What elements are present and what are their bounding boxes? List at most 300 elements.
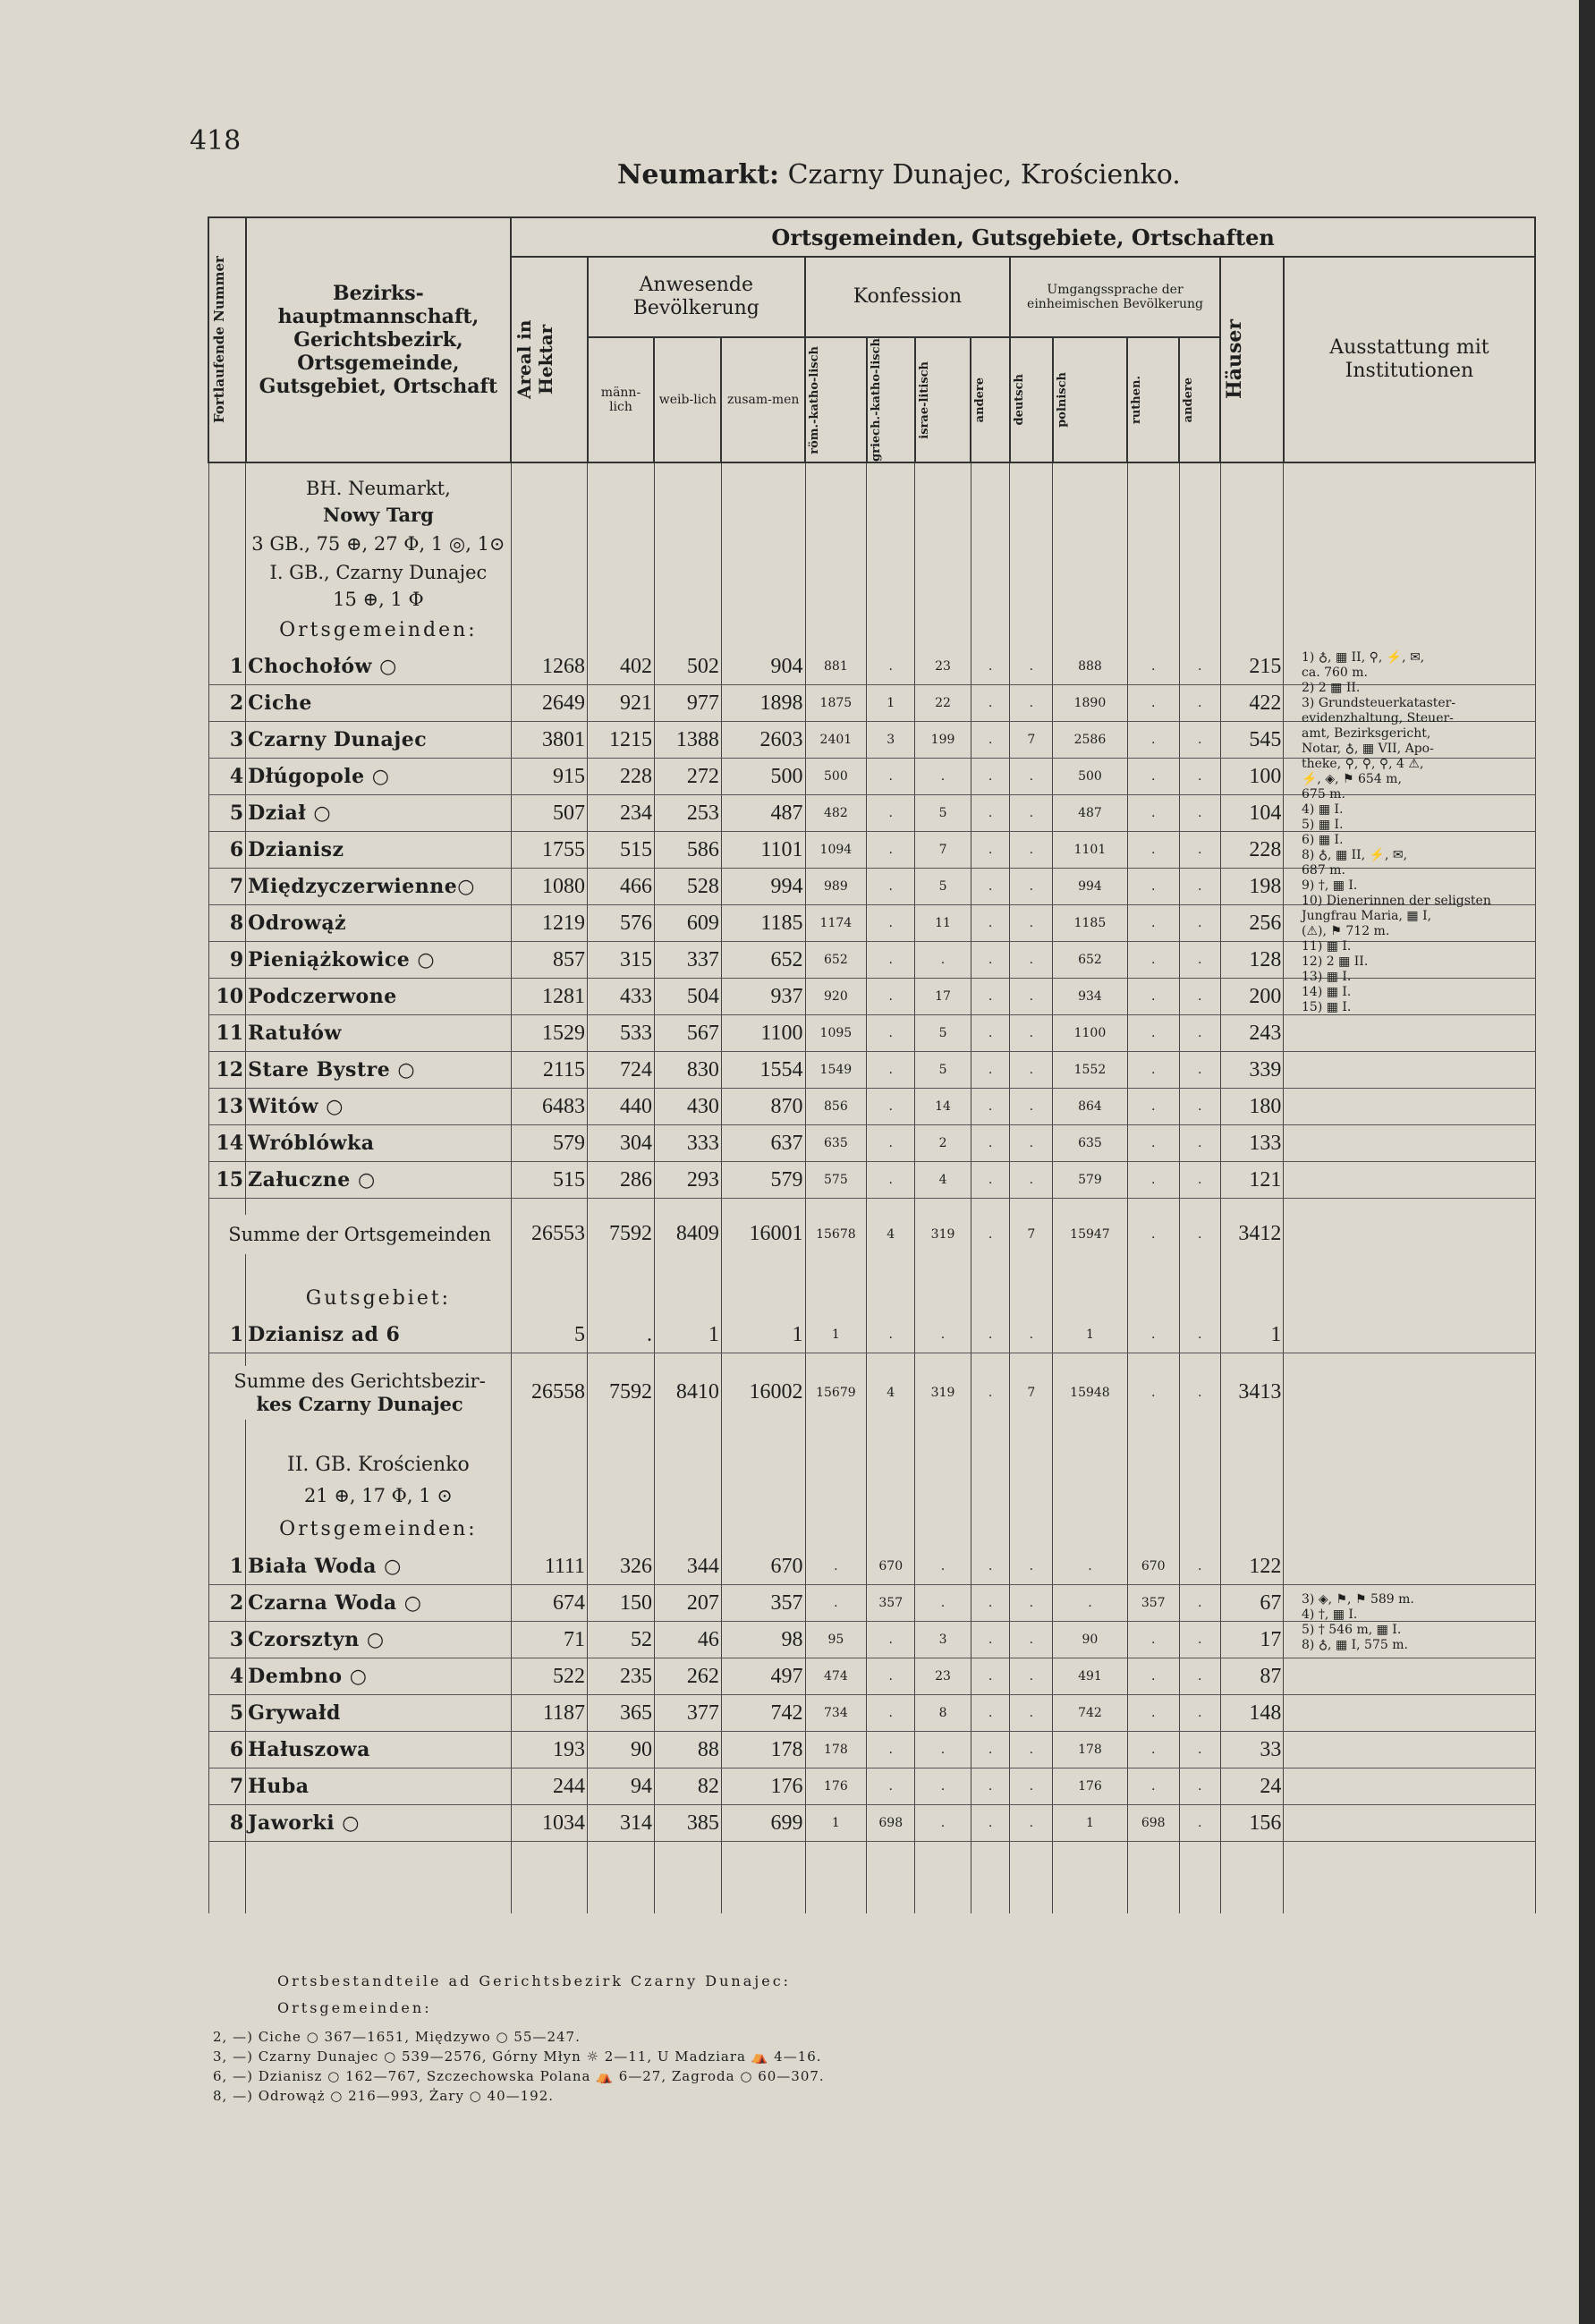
cell-value: . <box>1127 905 1179 942</box>
cell-value: . <box>971 942 1010 979</box>
cell-value: 430 <box>654 1089 721 1125</box>
gb1-og-label-label: Ortsgemeinden: <box>246 613 512 649</box>
cell-value: 864 <box>1053 1089 1127 1125</box>
cell-value: 579 <box>1053 1162 1127 1199</box>
cell-value: . <box>971 1695 1010 1732</box>
cell-value: 515 <box>511 1162 587 1199</box>
cell-value: 857 <box>511 942 587 979</box>
cell-value: . <box>1179 1585 1220 1622</box>
cell-value: . <box>1179 1015 1220 1052</box>
gb1-line-2 <box>208 586 1535 613</box>
note-line: 9) †, ▦ I. <box>1302 878 1358 893</box>
notes-cell <box>1284 1162 1535 1199</box>
cell-value: . <box>1179 1658 1220 1695</box>
cell-value: 315 <box>588 942 655 979</box>
cell-value: . <box>805 1548 867 1585</box>
cell-value: 528 <box>654 869 721 905</box>
umgangssprache-header: Umgangssprache der einheimischen Bevölkerung <box>1010 257 1220 337</box>
cell-value: . <box>867 979 915 1015</box>
cell-value: 178 <box>805 1732 867 1768</box>
note-line: 8) ♁, ▦ I, 575 m. <box>1302 1638 1408 1652</box>
cell-value: . <box>971 1658 1010 1695</box>
cell-value: 1100 <box>721 1015 805 1052</box>
table-row <box>208 1658 1535 1695</box>
cell-value: 881 <box>805 649 867 685</box>
spacer-row <box>208 1353 1535 1366</box>
cell-value: . <box>1010 832 1053 869</box>
group-header: Ortsgemeinden, Gutsgebiete, Ortschaften <box>511 217 1535 257</box>
cell-value: . <box>1127 869 1179 905</box>
cell-value: . <box>971 905 1010 942</box>
cell-value: . <box>867 942 915 979</box>
row-index: 5 <box>208 1695 246 1732</box>
cell-value: . <box>1179 795 1220 832</box>
place-name: Dzianisz <box>246 832 512 869</box>
note-line: 15) ▦ I. <box>1302 1000 1352 1014</box>
cell-value: . <box>971 1805 1010 1842</box>
cell-value: 2115 <box>511 1052 587 1089</box>
cell-value: 228 <box>1220 832 1284 869</box>
cell-value: 180 <box>1220 1089 1284 1125</box>
cell-value: 698 <box>1127 1805 1179 1842</box>
cell-value: 674 <box>511 1585 587 1622</box>
gb2-og-label-label: Ortsgemeinden: <box>246 1511 512 1548</box>
footer-line-3: 6, —) Dzianisz ○ 162—767, Szczechowska Polana ⛺ 6—27, Zagroda ○ 60—307. <box>213 2068 825 2084</box>
cell-value: 433 <box>588 979 655 1015</box>
gb1-og-label <box>208 613 1535 649</box>
cell-value: . <box>971 1317 1010 1353</box>
note-line: Notar, ♁, ▦ VII, Apo- <box>1302 742 1434 756</box>
notes-cell <box>1284 1052 1535 1089</box>
cell-value: 2649 <box>511 685 587 722</box>
cell-value: . <box>1127 1317 1179 1353</box>
sum-value: 8409 <box>654 1215 721 1254</box>
cell-value: . <box>971 869 1010 905</box>
cell-value: 17 <box>1220 1622 1284 1658</box>
cell-value: 52 <box>588 1622 655 1658</box>
cell-value: 466 <box>588 869 655 905</box>
cell-value: 474 <box>805 1658 867 1695</box>
sum-value: 3413 <box>1220 1366 1284 1420</box>
sum-value: 15678 <box>805 1215 867 1254</box>
cell-value: . <box>867 1089 915 1125</box>
cell-value: 1 <box>867 685 915 722</box>
gb2-line-1-label: II. GB. Krościenko <box>246 1450 512 1480</box>
cell-value: 500 <box>721 759 805 795</box>
cell-value: . <box>1010 759 1053 795</box>
note-line: theke, ⚲, ⚲, ⚲, 4 ⚠, <box>1302 757 1424 771</box>
col-index-header: Fortlaufende Nummer <box>208 217 246 462</box>
cell-value: 515 <box>588 832 655 869</box>
sum-value: 7592 <box>588 1366 655 1420</box>
gb1-line-1-label: I. GB., Czarny Dunajec <box>246 559 512 586</box>
cell-value: . <box>971 1768 1010 1805</box>
footer-line-1: 2, —) Ciche ○ 367—1651, Międzywo ○ 55—247. <box>213 2029 581 2045</box>
place-name: Ciche <box>246 685 512 722</box>
notes-cell <box>1284 1732 1535 1768</box>
cell-value: 272 <box>654 759 721 795</box>
spacer-bottom <box>208 1842 1535 1913</box>
cell-value: 500 <box>1053 759 1127 795</box>
note-line: 10) Dienerinnen der seligsten <box>1302 894 1491 908</box>
note-line: ⚡, ◈, ⚑ 654 m, <box>1302 772 1402 786</box>
cell-value: 522 <box>511 1658 587 1695</box>
cell-value: 256 <box>1220 905 1284 942</box>
row-index: 5 <box>208 795 246 832</box>
cell-value: . <box>971 759 1010 795</box>
cell-value: . <box>971 795 1010 832</box>
bh-line-2-label: Nowy Targ <box>246 502 512 529</box>
cell-value: 742 <box>1053 1695 1127 1732</box>
cell-value: . <box>1010 869 1053 905</box>
cell-value: 579 <box>511 1125 587 1162</box>
footer-og: Ortsgemeinden: <box>277 1999 432 2016</box>
cell-value: 1101 <box>1053 832 1127 869</box>
cell-value: . <box>1127 795 1179 832</box>
spacer-top <box>208 462 1535 475</box>
sum-value: 7 <box>1010 1215 1053 1254</box>
cell-value: . <box>1179 1805 1220 1842</box>
cell-value: 3801 <box>511 722 587 759</box>
sum-value: . <box>1179 1215 1220 1254</box>
cell-value: 122 <box>1220 1548 1284 1585</box>
cell-value: . <box>1179 1695 1220 1732</box>
table-row <box>208 1162 1535 1199</box>
bevoelkerung-header: Anwesende Bevölkerung <box>588 257 806 337</box>
cell-value: 22 <box>915 685 971 722</box>
cell-value: 3 <box>867 722 915 759</box>
cell-value: 286 <box>588 1162 655 1199</box>
cell-value: . <box>1010 1622 1053 1658</box>
cell-value: 121 <box>1220 1162 1284 1199</box>
cell-value: 262 <box>654 1658 721 1695</box>
cell-value: 23 <box>915 649 971 685</box>
cell-value: 670 <box>1127 1548 1179 1585</box>
cell-value: . <box>867 1622 915 1658</box>
cell-value: 609 <box>654 905 721 942</box>
cell-value: . <box>1010 1162 1053 1199</box>
cell-value: 920 <box>805 979 867 1015</box>
cell-value: . <box>1127 1658 1179 1695</box>
cell-value: 357 <box>1127 1585 1179 1622</box>
cell-value: 491 <box>1053 1658 1127 1695</box>
cell-value: 234 <box>588 795 655 832</box>
row-index: 2 <box>208 685 246 722</box>
cell-value: 1755 <box>511 832 587 869</box>
cell-value: 5 <box>511 1317 587 1353</box>
gut-row <box>208 1317 1535 1353</box>
sum-value: 15947 <box>1053 1215 1127 1254</box>
note-line: ca. 760 m. <box>1302 666 1368 680</box>
notes-cell <box>1284 1089 1535 1125</box>
cell-value: 635 <box>1053 1125 1127 1162</box>
cell-value: . <box>1179 759 1220 795</box>
cell-value: . <box>971 832 1010 869</box>
place-name: Chochołów ○ <box>246 649 512 685</box>
cell-value: 8 <box>915 1695 971 1732</box>
cell-value: 482 <box>805 795 867 832</box>
bev-weiblich-header: weib-lich <box>654 337 721 462</box>
cell-value: 1898 <box>721 685 805 722</box>
cell-value: . <box>971 1125 1010 1162</box>
cell-value: 1 <box>805 1805 867 1842</box>
gb1-line-2-label: 15 ⊕, 1 Φ <box>246 586 512 613</box>
table-row <box>208 1732 1535 1768</box>
cell-value: . <box>1010 1768 1053 1805</box>
note-line: 3) ◈, ⚑, ⚑ 589 m. <box>1302 1592 1414 1607</box>
haeuser-header: Häuser <box>1220 257 1284 462</box>
cell-value: 87 <box>1220 1658 1284 1695</box>
cell-value: 1268 <box>511 649 587 685</box>
sum-value: . <box>971 1215 1010 1254</box>
sum1-row <box>208 1215 1535 1254</box>
cell-value: 586 <box>654 832 721 869</box>
cell-value: 699 <box>721 1805 805 1842</box>
cell-value: . <box>1127 649 1179 685</box>
cell-value: 870 <box>721 1089 805 1125</box>
cell-value: 533 <box>588 1015 655 1052</box>
row-index: 2 <box>208 1585 246 1622</box>
table-row <box>208 1768 1535 1805</box>
bh-line-1-label: BH. Neumarkt, <box>246 475 512 502</box>
cell-value: . <box>1010 1548 1053 1585</box>
place-name: Załuczne ○ <box>246 1162 512 1199</box>
cell-value: 977 <box>654 685 721 722</box>
cell-value: . <box>1127 1695 1179 1732</box>
cell-value: 2586 <box>1053 722 1127 759</box>
sum-value: 4 <box>867 1366 915 1420</box>
row-index: 3 <box>208 722 246 759</box>
cell-value: . <box>1127 1622 1179 1658</box>
cell-value: 90 <box>588 1732 655 1768</box>
sum-value: 26558 <box>511 1366 587 1420</box>
place-name: Czarna Woda ○ <box>246 1585 512 1622</box>
cell-value: 1552 <box>1053 1052 1127 1089</box>
place-name: Dłúgopole ○ <box>246 759 512 795</box>
cell-value: . <box>1179 649 1220 685</box>
bev-zusammen-header: zusam-men <box>721 337 805 462</box>
notes-cell <box>1284 1548 1535 1585</box>
cell-value: 3 <box>915 1622 971 1658</box>
sum-value: 15679 <box>805 1366 867 1420</box>
cell-value: . <box>915 1768 971 1805</box>
cell-value: 385 <box>654 1805 721 1842</box>
row-index: 13 <box>208 1089 246 1125</box>
cell-value: 46 <box>654 1622 721 1658</box>
note-line: 12) 2 ▦ II. <box>1302 954 1369 969</box>
cell-value: 500 <box>805 759 867 795</box>
cell-value: . <box>867 1695 915 1732</box>
col-name-header: Bezirks-hauptmannschaft, Gerichtsbezirk, Ortsgemeinde, Gutsgebiet, Ortschaft <box>246 217 512 462</box>
cell-value: 7 <box>1010 722 1053 759</box>
cell-value: . <box>1010 1015 1053 1052</box>
notes-cell <box>1284 1695 1535 1732</box>
cell-value: . <box>1127 1052 1179 1089</box>
cell-value: 652 <box>1053 942 1127 979</box>
cell-value: . <box>1127 832 1179 869</box>
cell-value: . <box>971 1052 1010 1089</box>
cell-value: 497 <box>721 1658 805 1695</box>
cell-value: 200 <box>1220 979 1284 1015</box>
place-name: Jaworki ○ <box>246 1805 512 1842</box>
cell-value: 830 <box>654 1052 721 1089</box>
cell-value: . <box>915 1805 971 1842</box>
footer-line-4: 8, —) Odrowąż ○ 216—993, Żary ○ 40—192. <box>213 2088 555 2104</box>
cell-value: . <box>1179 869 1220 905</box>
gb2-line-2 <box>208 1480 1535 1511</box>
cell-value: . <box>1179 1125 1220 1162</box>
footer-line-2: 3, —) Czarny Dunajec ○ 539—2576, Górny Młyn ☼ 2—11, U Madziara ⛺ 4—16. <box>213 2048 822 2065</box>
konf-andere-header: andere <box>971 337 1010 462</box>
cell-value: 193 <box>511 1732 587 1768</box>
cell-value: 88 <box>654 1732 721 1768</box>
spacer-row <box>208 1254 1535 1281</box>
konf-griech-header: griech.-katho-lisch <box>867 337 915 462</box>
cell-value: 82 <box>654 1768 721 1805</box>
cell-value: 937 <box>721 979 805 1015</box>
cell-value: 934 <box>1053 979 1127 1015</box>
row-index: 11 <box>208 1015 246 1052</box>
page-edge <box>1579 0 1595 2324</box>
cell-value: 1111 <box>511 1548 587 1585</box>
sum-value: 16001 <box>721 1215 805 1254</box>
cell-value: 148 <box>1220 1695 1284 1732</box>
sum2-label-1: Summe des Gerichtsbezir- <box>233 1370 486 1392</box>
cell-value: 228 <box>588 759 655 795</box>
cell-value: 128 <box>1220 942 1284 979</box>
cell-value: . <box>1127 942 1179 979</box>
cell-value: 1549 <box>805 1052 867 1089</box>
cell-value: 1101 <box>721 832 805 869</box>
cell-value: 1185 <box>721 905 805 942</box>
gb2-line-1 <box>208 1450 1535 1480</box>
footer-heading: Ortsbestandteile ad Gerichtsbezirk Czarny Dunajec: <box>277 1972 792 1989</box>
cell-value: . <box>1179 1768 1220 1805</box>
table-row <box>208 1052 1535 1089</box>
cell-value: 243 <box>1220 1015 1284 1052</box>
sum-value: 7 <box>1010 1366 1053 1420</box>
cell-value: . <box>1179 1052 1220 1089</box>
cell-value: 1094 <box>805 832 867 869</box>
cell-value: 1174 <box>805 905 867 942</box>
cell-value: . <box>1127 722 1179 759</box>
cell-value: . <box>915 759 971 795</box>
place-name: Grywałd <box>246 1695 512 1732</box>
notes-cell <box>1284 1805 1535 1842</box>
cell-value: . <box>867 759 915 795</box>
cell-value: 1034 <box>511 1805 587 1842</box>
cell-value: 6483 <box>511 1089 587 1125</box>
cell-value: 1185 <box>1053 905 1127 942</box>
table-row <box>208 1548 1535 1585</box>
cell-value: 1080 <box>511 869 587 905</box>
cell-value: 545 <box>1220 722 1284 759</box>
cell-value: . <box>1179 942 1220 979</box>
cell-value: . <box>1010 1585 1053 1622</box>
place-name: Czarny Dunajec <box>246 722 512 759</box>
sum2-label-2: kes Czarny Dunajec <box>256 1392 463 1415</box>
cell-value: . <box>915 1317 971 1353</box>
cell-value: 904 <box>721 649 805 685</box>
cell-value: . <box>971 1548 1010 1585</box>
cell-value: . <box>971 1622 1010 1658</box>
cell-value: 1529 <box>511 1015 587 1052</box>
cell-value: . <box>1179 905 1220 942</box>
cell-value: . <box>1010 905 1053 942</box>
note-line: 675 m. <box>1302 787 1345 802</box>
cell-value: . <box>867 1317 915 1353</box>
cell-value: . <box>1127 1015 1179 1052</box>
cell-value: 504 <box>654 979 721 1015</box>
cell-value: 652 <box>805 942 867 979</box>
notes-block-1 <box>1302 650 1534 1015</box>
notes-cell <box>1284 1768 1535 1805</box>
cell-value: . <box>1010 1695 1053 1732</box>
cell-value: . <box>1127 1732 1179 1768</box>
cell-value: . <box>1010 1089 1053 1125</box>
cell-value: 989 <box>805 869 867 905</box>
cell-value: 2603 <box>721 722 805 759</box>
notes-cell <box>1284 1658 1535 1695</box>
note-line: 5) ▦ I. <box>1302 818 1344 832</box>
cell-value: 698 <box>867 1805 915 1842</box>
cell-value: 67 <box>1220 1585 1284 1622</box>
note-line: 3) Grundsteuerkataster- <box>1302 696 1456 710</box>
cell-value: . <box>1010 942 1053 979</box>
cell-value: . <box>867 1052 915 1089</box>
sum-value: 3412 <box>1220 1215 1284 1254</box>
place-name: Stare Bystre ○ <box>246 1052 512 1089</box>
cell-value: 293 <box>654 1162 721 1199</box>
gb2-line-2-label: 21 ⊕, 17 Φ, 1 ⊙ <box>246 1480 512 1511</box>
place-name: Pieniążkowice ○ <box>246 942 512 979</box>
row-index: 8 <box>208 1805 246 1842</box>
place-name: Dzianisz ad 6 <box>246 1317 512 1353</box>
row-index: 3 <box>208 1622 246 1658</box>
row-index: 4 <box>208 759 246 795</box>
note-line: Jungfrau Maria, ▦ I, <box>1302 909 1432 923</box>
cell-value: 1554 <box>721 1052 805 1089</box>
cell-value: 326 <box>588 1548 655 1585</box>
cell-value: 915 <box>511 759 587 795</box>
place-name: Międzyczerwienne○ <box>246 869 512 905</box>
cell-value: . <box>1010 1732 1053 1768</box>
cell-value: 567 <box>654 1015 721 1052</box>
place-name: Czorsztyn ○ <box>246 1622 512 1658</box>
bev-maennlich-header: männ-lich <box>588 337 655 462</box>
place-name: Wróblówka <box>246 1125 512 1162</box>
cell-value: . <box>867 1162 915 1199</box>
cell-value: . <box>971 1015 1010 1052</box>
cell-value: 1 <box>654 1317 721 1353</box>
notes-cell <box>1284 1015 1535 1052</box>
cell-value: . <box>867 1768 915 1805</box>
cell-value: 888 <box>1053 649 1127 685</box>
place-name: Huba <box>246 1768 512 1805</box>
cell-value: 14 <box>915 1089 971 1125</box>
cell-value: . <box>867 1125 915 1162</box>
cell-value: 24 <box>1220 1768 1284 1805</box>
cell-value: 133 <box>1220 1125 1284 1162</box>
umg-deutsch-header: deutsch <box>1010 337 1053 462</box>
umg-andere-header: andere <box>1179 337 1220 462</box>
title-rest: Czarny Dunajec, Krościenko. <box>779 159 1181 191</box>
cell-value: 365 <box>588 1695 655 1732</box>
cell-value: 575 <box>805 1162 867 1199</box>
cell-value: . <box>1010 1658 1053 1695</box>
cell-value: 1281 <box>511 979 587 1015</box>
row-index: 7 <box>208 1768 246 1805</box>
